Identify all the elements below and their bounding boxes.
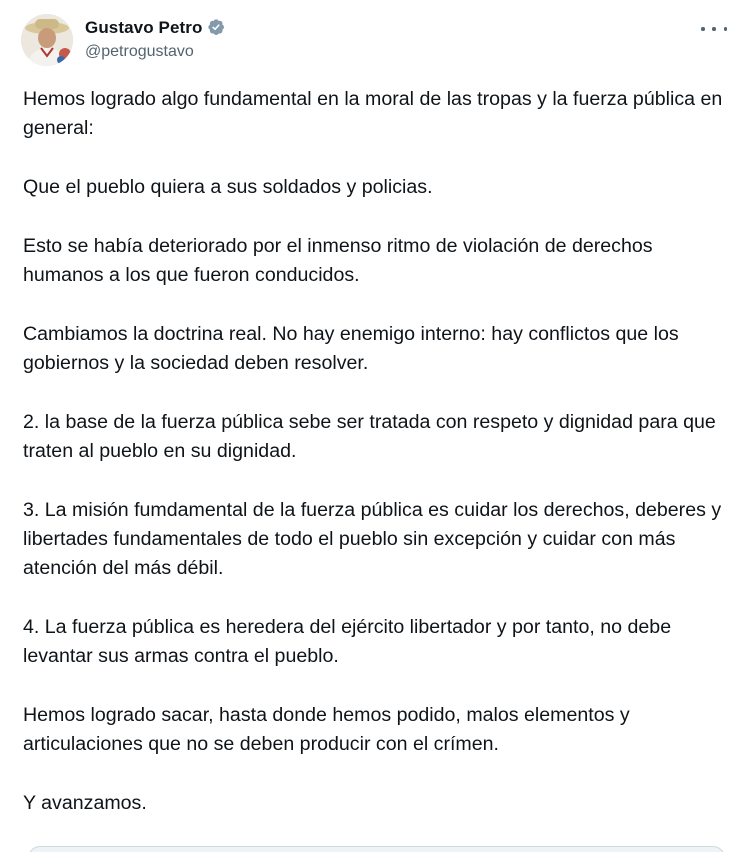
tweet-paragraph: Y avanzamos. <box>23 792 147 814</box>
more-options-icon[interactable] <box>701 20 727 38</box>
dot <box>701 27 705 31</box>
dot <box>724 27 728 31</box>
author-names <box>85 16 227 61</box>
tweet-paragraph: Hemos logrado sacar, hasta donde hemos podido, malos elementos y articulaciones que no se deben producir con el crímen. <box>23 704 636 755</box>
display-name-row <box>85 16 227 40</box>
dot <box>712 27 716 31</box>
tweet-paragraph: Esto se había deteriorado por el inmenso ritmo de violación de derechos humanos a los que fueron conducidos. <box>23 235 658 286</box>
tweet-header <box>21 14 733 70</box>
avatar-image <box>21 14 73 66</box>
author-handle[interactable]: @petrogustavo <box>85 43 194 60</box>
tweet-paragraph: 4. La fuerza pública es heredera del ejército libertador y por tanto, no debe levantar sus armas contra el pueblo. <box>23 616 677 667</box>
tweet-text <box>23 85 728 848</box>
tweet-paragraph: Hemos logrado algo fundamental en la moral de las tropas y la fuerza pública en general: <box>23 88 728 139</box>
tweet-paragraph: 2. la base de la fuerza pública sebe ser tratada con respeto y dignidad para que traten al pueblo en su dignidad. <box>23 411 722 462</box>
media-card-edge[interactable] <box>28 846 725 852</box>
tweet-paragraph: 3. La misión fumdamental de la fuerza pública es cuidar los derechos, deberes y libertades fundamentales de todo el pueblo sin excepción y cuidar con más atención del más débil. <box>23 499 727 579</box>
verified-badge-icon[interactable] <box>207 18 227 38</box>
display-name[interactable]: Gustavo Petro <box>85 18 203 37</box>
tweet-paragraph: Cambiamos la doctrina real. No hay enemigo interno: hay conflictos que los gobiernos y la sociedad deben resolver. <box>23 323 685 374</box>
avatar[interactable] <box>21 14 73 66</box>
tweet-paragraph: Que el pueblo quiera a sus soldados y policias. <box>23 176 433 198</box>
